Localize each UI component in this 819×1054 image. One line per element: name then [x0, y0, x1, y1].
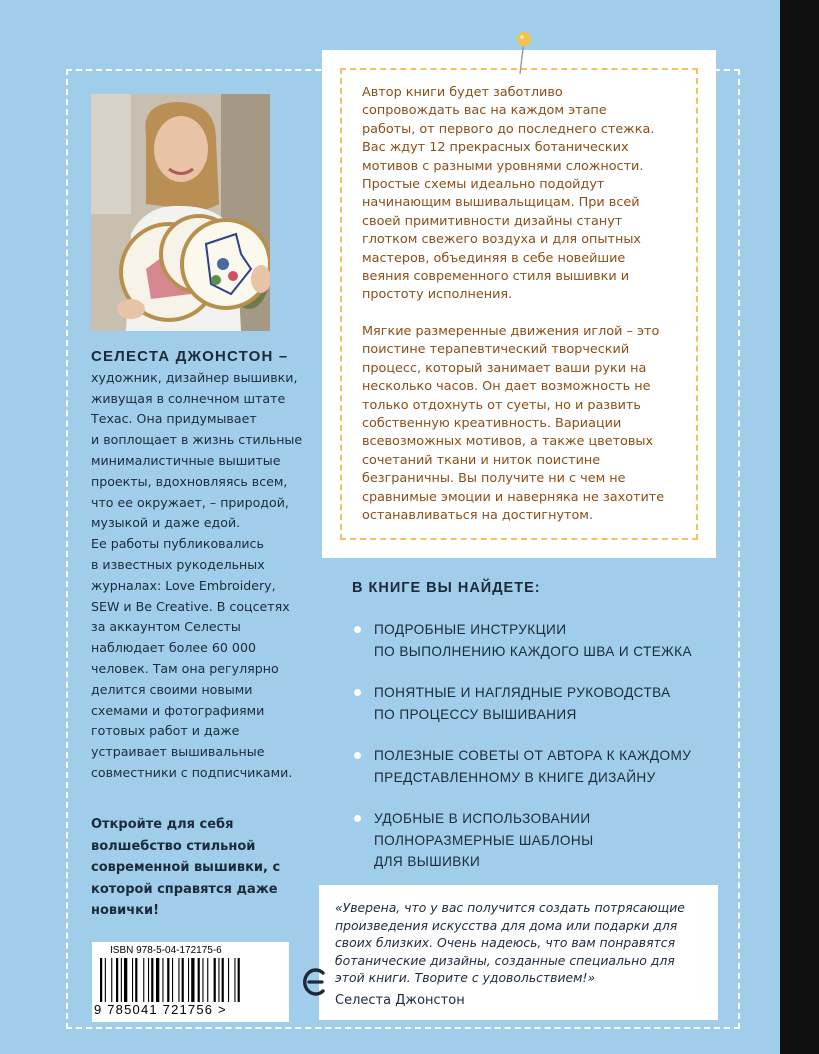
author-bio: [91, 347, 321, 784]
isbn-digits: 9 785041 721756 >: [94, 1002, 227, 1017]
bio-line: делится своими новыми: [91, 681, 253, 697]
feature-line: ПО ВЫПОЛНЕНИЮ КАЖДОГО ШВА И СТЕЖКА: [374, 643, 692, 659]
bio-line: минималистичные вышитые: [91, 452, 281, 468]
quote-line: этой книги. Творите с удовольствием!»: [335, 970, 596, 986]
promo-line: Откройте для себя: [91, 817, 234, 832]
quote-line: «Уверена, что у вас получится создать потрясающие: [335, 900, 685, 915]
note-line: Мягкие размеренные движения иглой – это: [362, 323, 660, 339]
note-inner-border: [340, 68, 698, 540]
feature-item: [352, 682, 722, 725]
description-note: [322, 50, 716, 558]
bullet-icon: [354, 689, 361, 696]
note-line: веяния современного стиля вышивки и: [362, 269, 630, 285]
bullet-icon: [354, 626, 361, 633]
feature-line: УДОБНЫЕ В ИСПОЛЬЗОВАНИИ: [374, 811, 591, 826]
features-heading: В КНИГЕ ВЫ НАЙДЕТЕ:: [352, 580, 541, 596]
promo-line: волшебство стильной: [91, 838, 256, 854]
feature-item: [352, 619, 722, 662]
note-line: собственную креативность. Вариации: [362, 415, 622, 431]
bio-line: совместники с подписчиками.: [91, 764, 293, 780]
note-line: работы, от первого до последнего стежка.: [362, 121, 655, 137]
quote-text: [335, 899, 702, 987]
feature-line: ДЛЯ ВЫШИВКИ: [374, 854, 481, 869]
bio-line: в известных рукодельных: [91, 556, 265, 572]
bio-line: и воплощает в жизнь стильные: [91, 432, 303, 448]
features-list: [352, 619, 722, 873]
note-line: глотком свежего воздуха и для опытных: [362, 232, 641, 248]
promo-text: [91, 814, 296, 922]
bio-line: SEW и Be Creative. В соцсетях: [91, 598, 290, 614]
note-paragraph-2: [362, 323, 678, 525]
quote-line: ботанические дизайны, созданные специально для: [335, 952, 675, 968]
note-line: только отдохнуть от суеты, но и развить: [362, 397, 641, 413]
note-line: простоту исполнения.: [362, 287, 513, 303]
note-line: останавливаться на достигнутом.: [362, 507, 594, 523]
publisher-logo-icon: [301, 965, 329, 999]
bio-line: за аккаунтом Селесты: [91, 619, 241, 635]
bio-line: наблюдает более 60 000: [91, 640, 256, 656]
promo-line: которой справятся даже: [91, 881, 278, 897]
note-line: сопровождать вас на каждом этапе: [362, 103, 607, 119]
feature-line: ПОЛНОРАЗМЕРНЫЕ ШАБЛОНЫ: [374, 832, 594, 848]
note-line: Автор книги будет заботливо: [362, 85, 563, 100]
author-name: СЕЛЕСТА ДЖОНСТОН –: [91, 348, 289, 365]
note-line: несколько часов. Он дает возможность не: [362, 379, 651, 395]
bio-line: журналах: Love Embroidery,: [91, 577, 276, 593]
note-line: начинающим вышивальщицам. При всей: [362, 195, 640, 211]
note-line: Простые схемы идеально подойдут: [362, 177, 605, 193]
note-line: поистине терапевтический творческий: [362, 342, 630, 358]
feature-item: [352, 808, 722, 873]
note-line: сочетаний ткани и ниток поистине: [362, 452, 601, 468]
note-line: мастеров, объединяя в себе новейшие: [362, 250, 626, 266]
bullet-icon: [354, 815, 361, 822]
note-line: сравнимые эмоции и наверняка не захотите: [362, 489, 665, 505]
features-section: [352, 580, 722, 893]
bio-line: что ее окружает, – природой,: [91, 494, 289, 510]
isbn-label: ISBN 978-5-04-172175-6: [110, 945, 222, 956]
note-line: своей примитивности дизайны станут: [362, 213, 623, 229]
bio-line: Техас. Она придумывает: [91, 411, 257, 427]
bullet-icon: [354, 752, 361, 759]
bio-line: готовых работ и даже: [91, 723, 240, 739]
bio-line: проекты, вдохновляясь всем,: [91, 473, 288, 489]
bio-line: Ее работы публиковались: [91, 536, 264, 552]
barcode-icon: [98, 958, 283, 1002]
feature-line: ПО ПРОЦЕССУ ВЫШИВАНИЯ: [374, 706, 577, 722]
note-paragraph-1: [362, 84, 678, 305]
feature-line: ПРЕДСТАВЛЕННОМУ В КНИГЕ ДИЗАЙНУ: [374, 769, 656, 785]
bio-line: музыкой и даже едой.: [91, 515, 241, 531]
note-line: всевозможных мотивов, а также цветовых: [362, 434, 654, 450]
note-line: мотивов с разными уровнями сложности.: [362, 158, 644, 174]
quote-author: Селеста Джонстон: [335, 992, 465, 1008]
book-spine: [780, 0, 819, 1054]
note-line: Вас ждут 12 прекрасных ботанических: [362, 140, 629, 156]
bio-line: схемами и фотографиями: [91, 702, 265, 718]
author-quote: [319, 885, 718, 1020]
bio-line: устраивает вышивальные: [91, 744, 265, 760]
feature-line: ПОЛЕЗНЫЕ СОВЕТЫ ОТ АВТОРА К КАЖДОМУ: [374, 748, 692, 763]
feature-line: ПОДРОБНЫЕ ИНСТРУКЦИИ: [374, 622, 567, 637]
promo-line: новички!: [91, 903, 160, 918]
isbn-barcode-block: [92, 942, 289, 1022]
bio-line: художник, дизайнер вышивки,: [91, 369, 298, 385]
quote-line: произведения искусства для дома или подарки для: [335, 917, 678, 933]
promo-line: современной вышивки, с: [91, 860, 281, 875]
feature-line: ПОНЯТНЫЕ И НАГЛЯДНЫЕ РУКОВОДСТВА: [374, 685, 671, 700]
bio-line: живущая в солнечном штате: [91, 390, 286, 406]
author-photo: [91, 94, 270, 331]
feature-item: [352, 745, 722, 788]
note-line: безграничны. Вы получите ни с чем не: [362, 471, 626, 487]
quote-line: своих близких. Очень надеюсь, что вам понравятся: [335, 935, 676, 951]
pin-icon: [514, 30, 534, 76]
note-line: процесс, который занимает ваши руки на: [362, 360, 647, 376]
bio-line: человек. Там она регулярно: [91, 660, 279, 676]
